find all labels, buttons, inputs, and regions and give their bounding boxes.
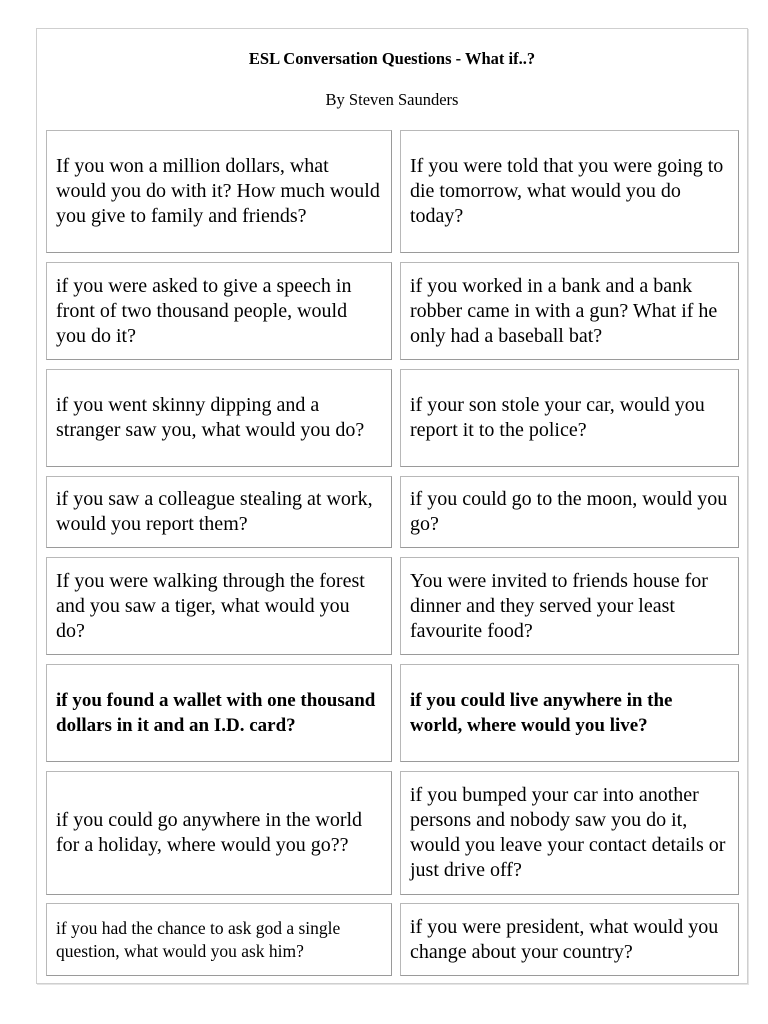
question-card xyxy=(46,664,392,762)
question-text: if you had the chance to ask god a single question, what would you ask him? xyxy=(56,917,341,961)
question-text: if you were president, what would you change about your country? xyxy=(410,915,719,963)
question-card xyxy=(46,130,392,253)
question-card xyxy=(46,369,392,467)
question-text: if you found a wallet with one thousand dollars in it and an I.D. card? xyxy=(56,690,376,736)
question-card xyxy=(400,557,739,655)
question-text: if you saw a colleague stealing at work, would you report them? xyxy=(56,488,373,535)
question-text: if you could go anywhere in the world for a holiday, where would you go?? xyxy=(56,809,363,856)
question-card xyxy=(400,476,739,548)
question-text: if you could go to the moon, would you go? xyxy=(410,488,728,535)
question-text: If you won a million dollars, what would you do with it? How much would you give to family and friends? xyxy=(56,155,380,227)
question-text: if you were asked to give a speech in front of two thousand people, would you do it? xyxy=(56,274,352,347)
question-text: If you were walking through the forest and you saw a tiger, what would you do? xyxy=(56,569,365,642)
document-author: By Steven Saunders xyxy=(325,90,459,109)
question-card xyxy=(46,903,392,976)
question-text: If you were told that you were going to die tomorrow, what would you do today? xyxy=(410,155,724,227)
question-card xyxy=(400,369,739,467)
question-card xyxy=(400,130,739,253)
question-card xyxy=(400,262,739,360)
document-page xyxy=(36,28,748,984)
question-text: if your son stole your car, would you report it to the police? xyxy=(410,394,705,441)
question-card xyxy=(46,557,392,655)
question-card xyxy=(46,771,392,895)
question-text: if you worked in a bank and a bank robber came in with a gun? What if he only had a baseball bat? xyxy=(410,274,718,347)
question-text: if you went skinny dipping and a stranger saw you, what would you do? xyxy=(56,394,365,441)
document-title: ESL Conversation Questions - What if..? xyxy=(248,49,536,68)
question-card xyxy=(400,771,739,895)
question-text: if you bumped your car into another persons and nobody saw you do it, would you leave your contact details or just drive off? xyxy=(410,784,726,881)
question-card xyxy=(400,903,739,976)
question-card xyxy=(46,262,392,360)
question-card xyxy=(400,664,739,762)
question-text: if you could live anywhere in the world, where would you live? xyxy=(410,690,673,736)
question-text: You were invited to friends house for dinner and they served your least favourite food? xyxy=(410,569,708,642)
question-card xyxy=(46,476,392,548)
